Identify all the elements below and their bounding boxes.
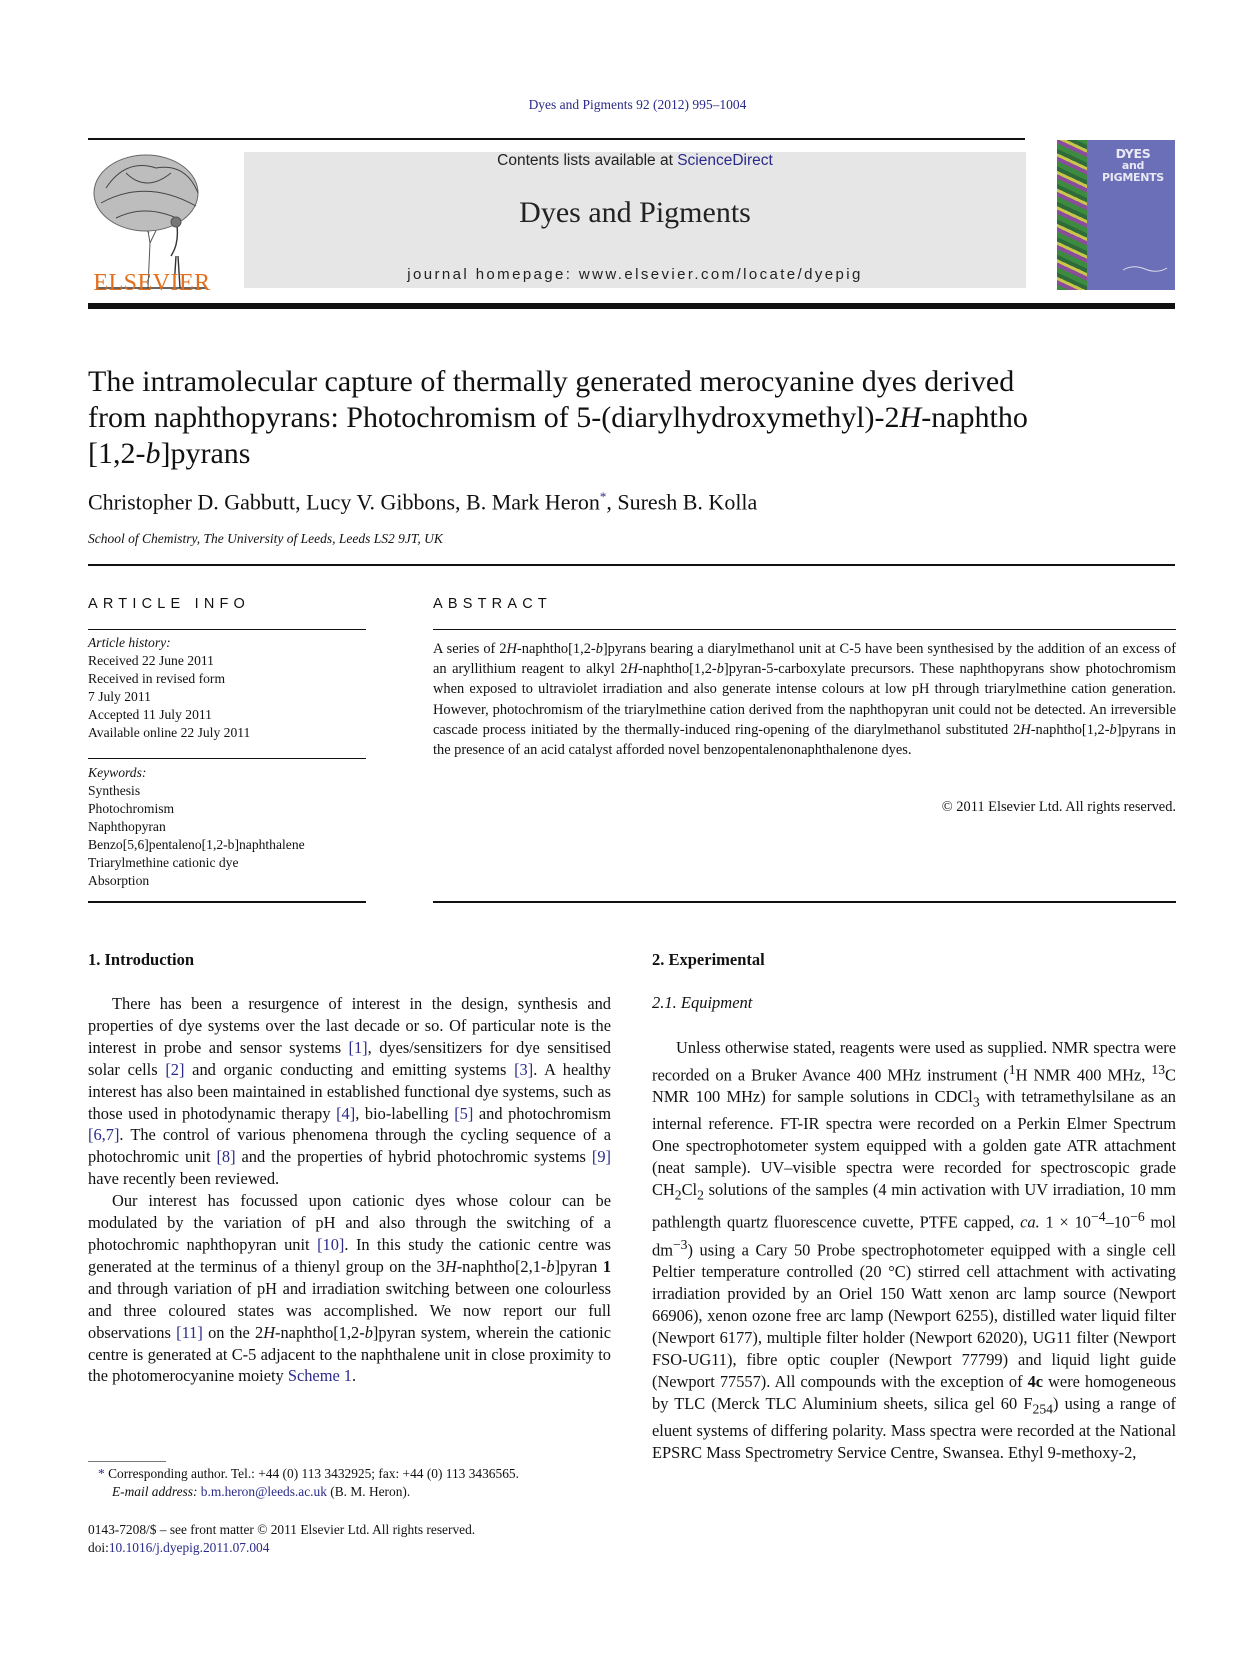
- introduction-body: [88, 993, 611, 1387]
- subsection-heading-equipment: 2.1. Equipment: [652, 993, 753, 1012]
- doi-link[interactable]: 10.1016/j.dyepig.2011.07.004: [108, 1540, 270, 1555]
- text-span: C NMR 100 MHz) for sample solutions in CDCl: [652, 1065, 1176, 1107]
- authors-text: , Suresh B. Kolla: [606, 489, 758, 515]
- abstract-copyright: © 2011 Elsevier Ltd. All rights reserved.: [941, 799, 1176, 815]
- abstract-italic: H: [627, 661, 638, 678]
- scheme-link[interactable]: Scheme 1: [287, 1366, 353, 1386]
- text-span: have recently been reviewed.: [88, 1169, 280, 1189]
- superscript: −4: [1091, 1209, 1106, 1225]
- sciencedirect-link[interactable]: ScienceDirect: [677, 152, 773, 169]
- history-item: 7 July 2011: [88, 689, 151, 704]
- issn-line: 0143-7208/$ – see front matter © 2011 Elsevier Ltd. All rights reserved.: [88, 1522, 476, 1537]
- journal-cover-thumbnail: [1057, 140, 1175, 290]
- title-italic: H: [899, 401, 922, 434]
- section-heading-experimental: 2. Experimental: [652, 950, 765, 969]
- text-span: Cl: [681, 1180, 698, 1200]
- corresponding-author-mark[interactable]: *: [599, 489, 607, 504]
- text-span: There has been a resurgence of interest in the design, synthesis and properties of dye systems over the last decade or so. Of particular note is the interest in probe and sensor systems: [88, 994, 611, 1057]
- compound-label: 1: [602, 1256, 612, 1276]
- abstract-italic: b: [1109, 721, 1117, 738]
- superscript: −6: [1130, 1209, 1145, 1225]
- article-info-rule: [88, 629, 366, 630]
- doi-label: doi:: [88, 1540, 109, 1555]
- text-span: –10: [1105, 1212, 1131, 1232]
- email-label: E-mail address:: [112, 1484, 198, 1499]
- abstract-span: ]pyrans in the presence of an acid catalyst afforded novel benzopentalenonaphthalenone dyes.: [433, 721, 1176, 759]
- keyword-item: Naphthopyran: [88, 819, 166, 834]
- compound-label: 4c: [1027, 1371, 1044, 1391]
- text-span: and photochromism: [473, 1103, 611, 1123]
- paragraph: [652, 1037, 1176, 1464]
- italic-span: ca.: [1020, 1212, 1040, 1232]
- text-span: on the 2: [202, 1322, 264, 1342]
- subscript: 2: [697, 1187, 704, 1203]
- superscript: −3: [672, 1236, 688, 1252]
- cover-title: [1095, 148, 1171, 184]
- cover-title-line: DYES: [1115, 146, 1151, 161]
- cover-publisher-mark: [1121, 262, 1169, 274]
- article-info-heading: ARTICLE INFO: [88, 596, 251, 612]
- text-span: -naphtho[1,2-: [275, 1322, 365, 1342]
- history-item: Received in revised form: [88, 671, 226, 686]
- abstract-span: -naphtho[1,2-: [637, 661, 717, 678]
- paragraph: [88, 993, 611, 1190]
- keyword-item: Benzo[5,6]pentaleno[1,2-b]naphthalene: [88, 837, 305, 852]
- email-owner: (B. M. Heron).: [326, 1484, 411, 1499]
- abstract-text: [433, 639, 1176, 760]
- abstract-span: ]pyrans bearing a diarylmethanol unit at C-5 have been synthesised by the addition of an excess of an aryllithium reagent to alkyl 2: [433, 641, 1176, 678]
- doi-line: [88, 1539, 688, 1557]
- keyword-item: Triarylmethine cationic dye: [88, 855, 239, 870]
- reference-link[interactable]: [5]: [454, 1103, 474, 1123]
- text-span: . A healthy interest has also been maintained in established functional dye systems, such as those used in photodynamic therapy: [88, 1059, 611, 1123]
- paragraph: [88, 1190, 611, 1387]
- author-list: [88, 489, 1178, 515]
- title-line: [88, 364, 1178, 400]
- title-line: [88, 436, 1178, 472]
- text-span: .: [352, 1366, 357, 1386]
- text-span: ]pyran system, wherein the cationic centre is generated at C-5 adjacent to the naphthalene unit in close proximity to the photomerocyanine moiety: [88, 1322, 612, 1386]
- history-label: Article history:: [88, 635, 171, 650]
- abstract-bottom-rule: [433, 901, 1176, 903]
- text-span: and through variation of pH and irradiation switching between one colourless and three coloured states was accomplished. We now report our full observations: [88, 1278, 611, 1342]
- text-span: . In this study the cationic centre was generated at the terminus of a thienyl group on the 3: [88, 1234, 612, 1276]
- italic-span: b: [364, 1322, 373, 1342]
- cover-pattern: [1057, 140, 1087, 290]
- reference-link[interactable]: [3]: [514, 1059, 534, 1079]
- superscript: 1: [1008, 1061, 1016, 1077]
- history-item: Available online 22 July 2011: [88, 725, 251, 740]
- italic-span: H: [263, 1322, 276, 1342]
- reference-link[interactable]: [2]: [165, 1059, 185, 1079]
- divider-rule: [88, 564, 1175, 566]
- keywords-rule: [88, 758, 366, 759]
- history-item: Received 22 June 2011: [88, 653, 214, 668]
- abstract-span: -naphtho[1,2-: [516, 641, 596, 657]
- text-span: Unless otherwise stated, reagents were used as supplied. NMR spectra were recorded on a Bruker Avance 400 MHz instrument (: [652, 1038, 1176, 1085]
- authors-text: Christopher D. Gabbutt, Lucy V. Gibbons, B. Mark Heron: [88, 489, 600, 515]
- history-item: Accepted 11 July 2011: [88, 707, 212, 722]
- keyword-item: Photochromism: [88, 801, 175, 816]
- abstract-span: ]pyran-5-carboxylate precursors. These naphthopyrans show photochromism when exposed to ultraviolet irradiation and also generate intense colours at low pH through triarylmethine cation generation. However, photochromism of the triarylmethine cation derived from the naphthopyran unit could not be detected. An irreversible cascade process initiated by the thermally-induced ring-opening of the diarylmethanol substituted 2: [433, 661, 1176, 738]
- text-span: 1 × 10: [1039, 1212, 1091, 1232]
- text-span: ]pyran: [554, 1256, 603, 1276]
- elsevier-wordmark: ELSEVIER: [93, 270, 211, 296]
- text-span: -naphtho[2,1-: [456, 1256, 547, 1276]
- reference-link[interactable]: [6,7]: [88, 1125, 120, 1145]
- title-text: [1,2-: [88, 437, 146, 470]
- contents-prefix: Contents lists available at: [497, 152, 678, 169]
- abstract-italic: b: [595, 641, 603, 657]
- abstract-span: -naphtho[1,2-: [1030, 721, 1110, 738]
- text-span: . The control of various phenomena through the cycling sequence of a photochromic unit: [88, 1125, 611, 1167]
- reference-link[interactable]: [4]: [336, 1103, 356, 1123]
- text-span: ) using a Cary 50 Probe spectrophotometer equipped with a single cell Peltier temperature controlled (20 °C) stirred cell attachment with activating irradiation provided by an Oriel 150 Watt xenon arc lamp source (Newport 66906), xenon ozone free arc lamp (Newport 6255), distilled water liquid filter (Newport 6177), multiple filter holder (Newport 62020), UG11 filter (Newport FSO-UG11), fibre optic coupler (Newport 77799) and liquid light guide (Newport 77557). All compounds with the exception of: [652, 1240, 1176, 1391]
- text-span: H NMR 400 MHz,: [1015, 1065, 1152, 1085]
- text-span: , bio-labelling: [355, 1103, 455, 1123]
- subscript: 2: [674, 1187, 682, 1203]
- article-title: [88, 364, 1178, 472]
- title-line: [88, 400, 1178, 436]
- journal-citation[interactable]: Dyes and Pigments 92 (2012) 995–1004: [528, 97, 747, 112]
- abstract-rule: [433, 629, 1176, 630]
- title-italic: b: [145, 437, 161, 470]
- footnote-mark: *: [98, 1466, 105, 1481]
- text-span: , dyes/sensitizers for dye sensitised solar cells: [88, 1037, 611, 1079]
- contents-line: [244, 152, 1026, 170]
- article-history: [88, 634, 378, 742]
- front-matter-meta: [88, 1521, 688, 1557]
- reference-link[interactable]: [1]: [348, 1037, 368, 1057]
- abstract-italic: H: [506, 641, 517, 657]
- italic-span: b: [546, 1256, 555, 1276]
- article-info-bottom-rule: [88, 901, 366, 903]
- text-span: and the properties of hybrid photochromic systems: [235, 1147, 592, 1167]
- subscript: 3: [972, 1094, 980, 1110]
- header-rule-top: [88, 138, 1025, 140]
- text-span: mol dm: [652, 1212, 1176, 1260]
- superscript: 13: [1151, 1061, 1166, 1077]
- keyword-item: Synthesis: [88, 783, 141, 798]
- abstract-span: A series of 2: [433, 641, 507, 657]
- reference-link[interactable]: [9]: [591, 1147, 611, 1167]
- text-span: were homogeneous by TLC (Merck TLC Aluminium sheets, silica gel 60 F: [652, 1371, 1176, 1413]
- text-span: ) using a range of eluent systems of differing polarity. Mass spectra were recorded at the National EPSRC Mass Spectrometry Service Centre, Swansea. Ethyl 9-methoxy-2,: [652, 1393, 1176, 1462]
- abstract-heading: ABSTRACT: [433, 596, 552, 612]
- section-heading-introduction: 1. Introduction: [88, 950, 195, 969]
- text-span: Our interest has focussed upon cationic dyes whose colour can be modulated by the variation of pH and also through the switching of a photochromic naphthopyran unit: [88, 1191, 611, 1254]
- title-text: The intramolecular capture of thermally generated merocyanine dyes derived: [88, 365, 1015, 398]
- reference-link[interactable]: [11]: [176, 1322, 203, 1342]
- affiliation: School of Chemistry, The University of Leeds, Leeds LS2 9JT, UK: [88, 531, 443, 546]
- reference-link[interactable]: [8]: [216, 1147, 236, 1167]
- abstract-italic: b: [716, 661, 724, 678]
- subscript: 254: [1032, 1400, 1053, 1416]
- keywords-label: Keywords:: [88, 765, 147, 780]
- title-text: -naphtho: [921, 401, 1028, 434]
- text-span: with tetramethylsilane as an internal reference. FT-IR spectra were recorded on a Perkin Elmer Spectrum One spectrophotometer system equipped with a golden gate ATR attachment (neat sample). UV–visible spectra were recorded for spectroscopic grade CH: [652, 1087, 1177, 1200]
- journal-homepage[interactable]: journal homepage: www.elsevier.com/locate/dyepig: [407, 266, 863, 283]
- keywords-block: [88, 764, 378, 890]
- footnote-line: [88, 1465, 628, 1483]
- footnote: [88, 1465, 628, 1501]
- text-span: and organic conducting and emitting systems: [184, 1059, 515, 1079]
- experimental-body: [652, 1037, 1176, 1464]
- title-text: ]pyrans: [160, 437, 251, 470]
- footnote-line: [88, 1483, 628, 1501]
- italic-span: H: [444, 1256, 457, 1276]
- footnote-rule: [88, 1461, 166, 1462]
- email-link[interactable]: b.m.heron@leeds.ac.uk: [200, 1484, 327, 1499]
- journal-name: Dyes and Pigments: [519, 196, 751, 229]
- title-text: from naphthopyrans: Photochromism of 5-(diarylhydroxymethyl)-2: [88, 401, 900, 434]
- cover-title-line: and: [1121, 159, 1145, 172]
- cover-title-line: PIGMENTS: [1102, 171, 1164, 184]
- journal-banner: [244, 152, 1026, 288]
- reference-link[interactable]: [10]: [317, 1234, 345, 1254]
- header-rule-bottom: [88, 303, 1175, 309]
- abstract-italic: H: [1020, 721, 1031, 738]
- footnote-text: Corresponding author. Tel.: +44 (0) 113 3432925; fax: +44 (0) 113 3436565.: [108, 1466, 519, 1481]
- text-span: solutions of the samples (4 min activation with UV irradiation, 10 mm pathlength quartz fluorescence cuvette, PTFE capped,: [652, 1180, 1176, 1232]
- keyword-item: Absorption: [88, 873, 150, 888]
